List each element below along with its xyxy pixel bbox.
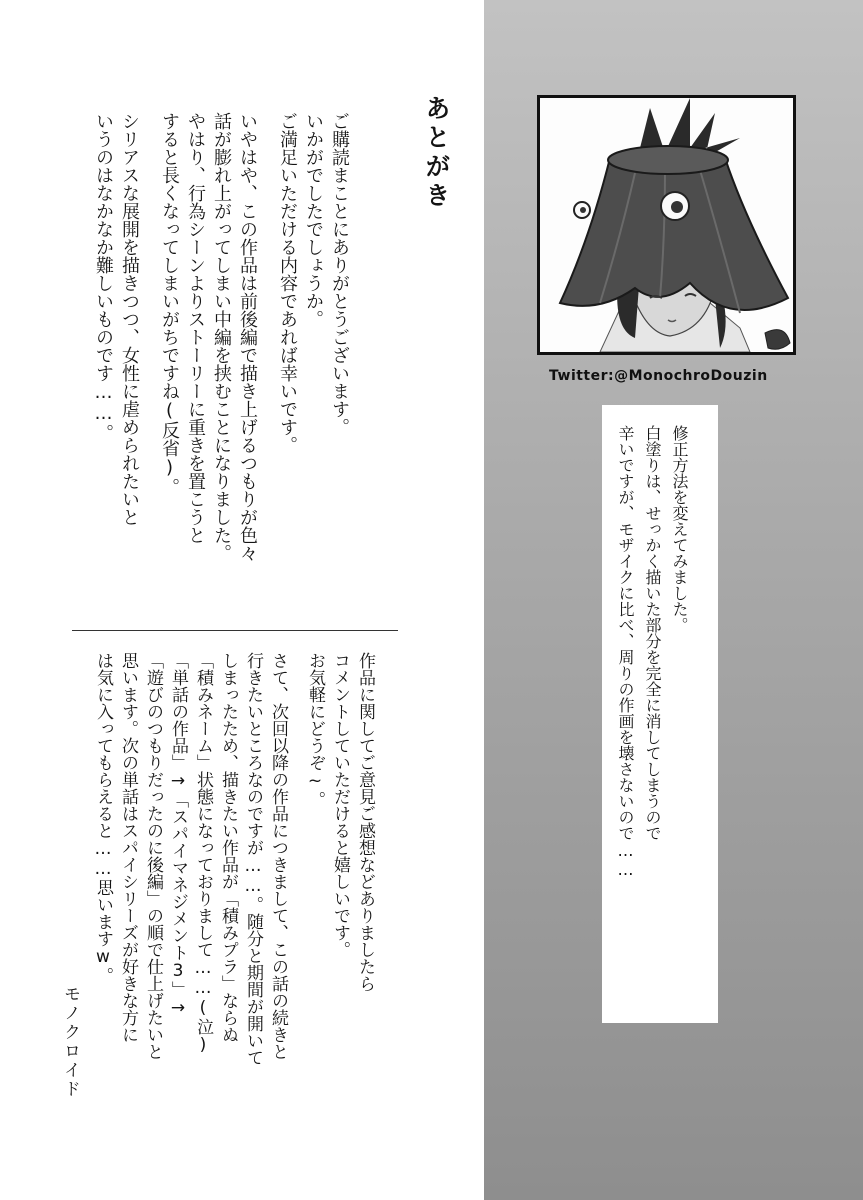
comment-line: 作品に関してご意見ご感想などありましたら — [355, 652, 375, 992]
paragraph-gap — [260, 112, 274, 126]
comment-line: 「積みネーム」状態になっておりまして……(泣) — [193, 652, 213, 1055]
note-line: 修正方法を変えてみました。 — [670, 425, 689, 633]
comment-line: コメントしていただけると嬉しいです。 — [330, 652, 350, 958]
paragraph-gap — [290, 652, 302, 1066]
afterword-line: やはり、行為シーンよりストーリーに重きを置こうと — [185, 112, 206, 544]
afterword-line: ご購読まことにありがとうございます。 — [329, 112, 350, 436]
comment-line: お気軽にどうぞ~。 — [305, 652, 325, 808]
afterword-text — [90, 112, 352, 562]
page-title: あとがき — [422, 95, 451, 211]
character-with-bell-hat-illustration-icon — [540, 98, 793, 352]
afterword-line: ご満足いただける内容であれば幸いです。 — [277, 112, 298, 454]
paragraph-gap — [142, 112, 156, 126]
note-text — [612, 425, 693, 879]
afterword-line: いうのはなかなか難しいものです……。 — [93, 112, 114, 442]
note-line: 辛いですが、モザイクに比べ、周りの作画を壊さないので…… — [616, 425, 635, 879]
comment-line: は気に入ってもらえると……思いますw。 — [93, 652, 113, 984]
afterword-line: いかがでしたでしょうか。 — [303, 112, 324, 328]
comment-line: しまったため、描きたい作品が「積みプラ」ならぬ — [218, 652, 238, 1043]
afterword-line: すると長くなってしまいがちですね(反省)。 — [159, 112, 180, 496]
comment-line: 行きたいところなのですが……。随分と期間が開いて — [243, 652, 263, 1066]
comment-line: 思います。次の単話はスパイシリーズが好きな方に — [118, 652, 138, 1043]
afterword-line: いやはや、この作品は前後編で描き上げるつもりが色々 — [237, 112, 258, 562]
afterword-line: シリアスな展開を描きつつ、女性に虐められたいと — [119, 112, 140, 526]
comment-line: 「遊びのつもりだったのに後編」の順で仕上げたいと — [143, 652, 163, 1060]
afterword-line: 話が膨れ上がってしまい中編を挟むことになりました。 — [211, 112, 232, 562]
section-divider — [72, 630, 398, 631]
twitter-handle: Twitter:@MonochroDouzin — [549, 368, 768, 384]
comment-line: 「単話の作品」→「スパイマネジメント3」→ — [168, 652, 188, 1018]
author-portrait — [537, 95, 796, 355]
comment-line: さて、次回以降の作品につきまして、この話の続きと — [268, 652, 288, 1060]
author-signature: モノクロイド — [60, 985, 80, 1099]
note-line: 白塗りは、せっかく描いた部分を完全に消してしまうので — [643, 425, 662, 841]
comment-text — [90, 652, 377, 1066]
